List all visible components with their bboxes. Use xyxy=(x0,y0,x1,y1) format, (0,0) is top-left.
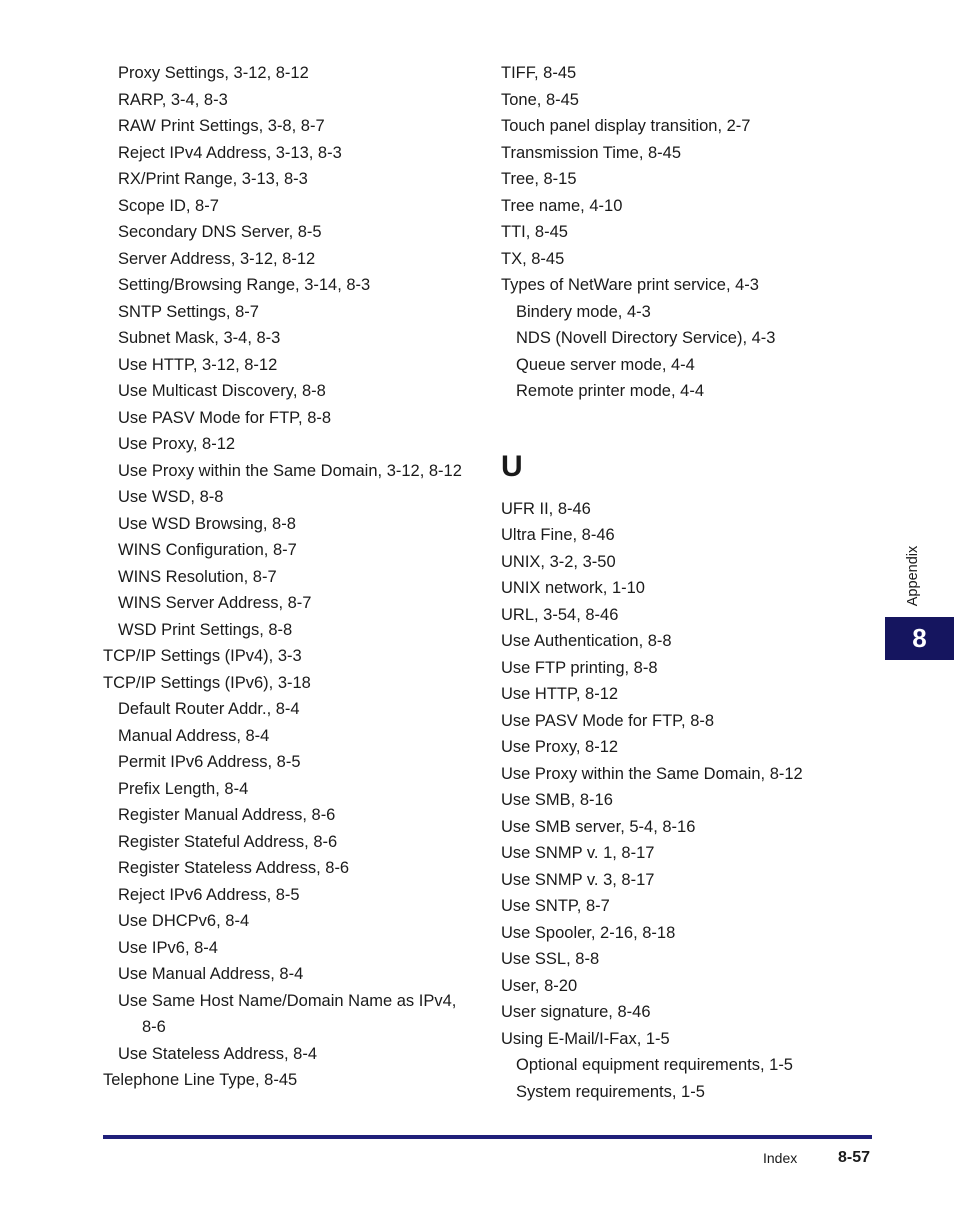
index-subentry: Prefix Length, 8-4 xyxy=(118,779,249,798)
index-subentry: Use Multicast Discovery, 8-8 xyxy=(118,382,326,400)
index-entry: TCP/IP Settings (IPv6), 3-18 xyxy=(103,673,311,692)
index-entry: Transmission Time, 8-45 xyxy=(501,143,682,162)
section-letter-heading: U xyxy=(501,449,523,483)
index-subentry: NDS (Novell Directory Service), 4-3 xyxy=(516,329,776,347)
index-entry: Telephone Line Type, 8-45 xyxy=(103,1071,298,1089)
index-subentry: Remote printer mode, 4-4 xyxy=(516,382,705,400)
index-subentry: WSD Print Settings, 8-8 xyxy=(118,620,293,639)
index-subentry: Use Manual Address, 8-4 xyxy=(118,965,304,983)
index-subentry: Permit IPv6 Address, 8-5 xyxy=(118,753,301,771)
index-subentry: Use Proxy within the Same Domain, 3-12, 8-12 xyxy=(118,461,462,480)
index-entry: TCP/IP Settings (IPv4), 3-3 xyxy=(103,647,302,665)
index-entry: Use FTP printing, 8-8 xyxy=(501,658,658,677)
index-subentry: System requirements, 1-5 xyxy=(516,1082,705,1101)
index-subentry: Server Address, 3-12, 8-12 xyxy=(118,249,316,268)
index-subentry: Scope ID, 8-7 xyxy=(118,196,219,215)
index-subentry: Use WSD Browsing, 8-8 xyxy=(118,514,296,533)
index-entry: TIFF, 8-45 xyxy=(501,64,577,82)
index-subentry: Use HTTP, 3-12, 8-12 xyxy=(118,355,278,374)
index-entry: UFR II, 8-46 xyxy=(501,499,591,518)
index-entry: Use Authentication, 8-8 xyxy=(501,632,672,650)
index-entry: Ultra Fine, 8-46 xyxy=(501,526,615,544)
index-subentry: Proxy Settings, 3-12, 8-12 xyxy=(118,64,309,82)
index-entry: Use HTTP, 8-12 xyxy=(501,685,619,703)
index-subentry: Secondary DNS Server, 8-5 xyxy=(118,223,322,241)
index-entry: UNIX network, 1-10 xyxy=(501,579,645,597)
index-subentry: Register Stateless Address, 8-6 xyxy=(118,859,350,877)
index-entry: Use Proxy within the Same Domain, 8-12 xyxy=(501,764,803,783)
index-subentry: Use PASV Mode for FTP, 8-8 xyxy=(118,408,332,427)
index-entry: Types of NetWare print service, 4-3 xyxy=(501,276,759,294)
index-subentry: Use Same Host Name/Domain Name as IPv4, xyxy=(118,991,457,1010)
index-subentry: RAW Print Settings, 3-8, 8-7 xyxy=(118,117,325,135)
index-subentry: Default Router Addr., 8-4 xyxy=(118,700,300,718)
index-entry: Tree name, 4-10 xyxy=(501,196,623,215)
index-subentry: Use Proxy, 8-12 xyxy=(118,435,236,453)
index-subentry: WINS Resolution, 8-7 xyxy=(118,567,277,586)
index-subentry: Bindery mode, 4-3 xyxy=(516,302,651,321)
chapter-tab[interactable]: 8 xyxy=(885,617,954,660)
index-subentry: RX/Print Range, 3-13, 8-3 xyxy=(118,170,308,188)
index-entry: User, 8-20 xyxy=(501,976,578,995)
index-subentry: Use IPv6, 8-4 xyxy=(118,938,218,957)
index-subentry: Manual Address, 8-4 xyxy=(118,726,270,745)
index-entry: Use SNMP v. 1, 8-17 xyxy=(501,844,655,862)
index-entry: Tone, 8-45 xyxy=(501,90,579,109)
index-entry: Tree, 8-15 xyxy=(501,170,577,188)
index-subentry: RARP, 3-4, 8-3 xyxy=(118,90,228,109)
index-subentry: Reject IPv4 Address, 3-13, 8-3 xyxy=(118,143,342,162)
index-entry: Using E-Mail/I-Fax, 1-5 xyxy=(501,1029,670,1048)
index-entry: Use PASV Mode for FTP, 8-8 xyxy=(501,711,715,730)
index-subentry: Use WSD, 8-8 xyxy=(118,488,224,506)
index-entry: Use SMB server, 5-4, 8-16 xyxy=(501,817,696,836)
index-entry: Use Spooler, 2-16, 8-18 xyxy=(501,923,676,942)
footer-index-label: Index xyxy=(763,1150,798,1166)
index-entry: Use SNMP v. 3, 8-17 xyxy=(501,870,655,889)
index-entry: TTI, 8-45 xyxy=(501,223,568,241)
index-subentry: Setting/Browsing Range, 3-14, 8-3 xyxy=(118,276,371,294)
index-subentry: Use Stateless Address, 8-4 xyxy=(118,1044,318,1063)
index-group-t-continued xyxy=(501,60,881,405)
index-subentry: Queue server mode, 4-4 xyxy=(516,355,695,374)
index-column-left xyxy=(103,60,483,1094)
index-entry: Use SMB, 8-16 xyxy=(501,791,613,809)
index-subentry: WINS Configuration, 8-7 xyxy=(118,541,297,559)
index-column-right xyxy=(501,60,881,1105)
index-subentry: Register Stateful Address, 8-6 xyxy=(118,832,338,851)
index-entry: Use SSL, 8-8 xyxy=(501,950,600,968)
index-entry: Use SNTP, 8-7 xyxy=(501,897,610,915)
index-entry: UNIX, 3-2, 3-50 xyxy=(501,552,616,571)
index-subentry: Register Manual Address, 8-6 xyxy=(118,806,336,824)
index-subentry: Use DHCPv6, 8-4 xyxy=(118,912,250,930)
index-subentry: Optional equipment requirements, 1-5 xyxy=(516,1056,793,1074)
index-subentry: Reject IPv6 Address, 8-5 xyxy=(118,885,300,904)
index-subentry: WINS Server Address, 8-7 xyxy=(118,594,312,612)
index-group-u xyxy=(501,496,881,1106)
index-entry: URL, 3-54, 8-46 xyxy=(501,605,619,624)
footer-rule xyxy=(103,1135,872,1139)
index-subentry: Subnet Mask, 3-4, 8-3 xyxy=(118,329,281,347)
index-entry: Use Proxy, 8-12 xyxy=(501,738,619,756)
index-entry-continuation: 8-6 xyxy=(142,1018,166,1036)
appendix-side-label xyxy=(900,540,926,612)
index-entry: Touch panel display transition, 2-7 xyxy=(501,117,751,135)
appendix-label-text: Appendix xyxy=(905,545,921,607)
footer-page-number: 8-57 xyxy=(838,1149,871,1166)
index-entry: TX, 8-45 xyxy=(501,249,565,268)
index-entry: User signature, 8-46 xyxy=(501,1003,651,1021)
index-subentry: SNTP Settings, 8-7 xyxy=(118,302,259,321)
